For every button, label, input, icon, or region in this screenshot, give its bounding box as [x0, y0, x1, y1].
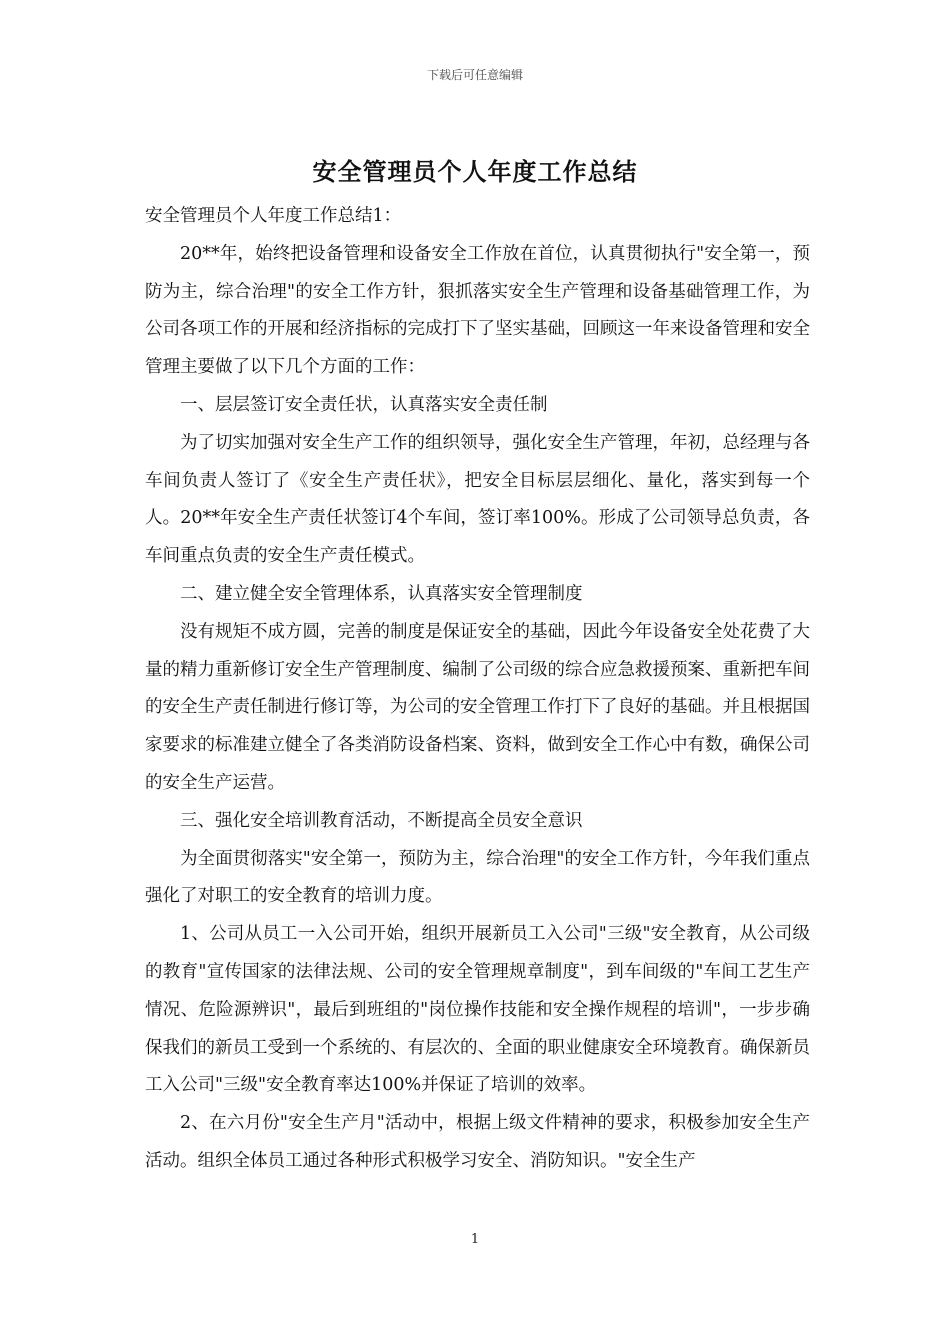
- paragraph: 安全管理员个人年度工作总结1：: [145, 206, 402, 226]
- document-title: 安全管理员个人年度工作总结: [312, 157, 638, 186]
- paragraph: 为全面贯彻落实"安全第一，预防为主，综合治理"的安全工作方针，今年我们重点强化了对职工的安全教育的培训力度。: [145, 848, 810, 907]
- paragraph: 20**年，始终把设备管理和设备安全工作放在首位，认真贯彻执行"安全第一，预防为主，综合治理"的安全工作方针，狠抓落实安全生产管理和设备基础管理工作，为公司各项工作的开展和经济指标的完成打下了坚实基础，回顾这一年来设备管理和安全管理主要做了以下几个方面的工作：: [145, 243, 810, 378]
- paragraph: 没有规矩不成方圆，完善的制度是保证安全的基础，因此今年设备安全处花费了大量的精力重新修订安全生产管理制度、编制了公司级的综合应急救援预案、重新把车间的安全生产责任制进行修订等，为公司的安全管理工作打下了良好的基础。并且根据国家要求的标准建立健全了各类消防设备档案、资料，做到安全工作心中有数，确保公司的安全生产运营。: [145, 621, 810, 793]
- document-body: [145, 198, 810, 1181]
- paragraph: 1、公司从员工一入公司开始，组织开展新员工入公司"三级"安全教育，从公司级的教育"宣传国家的法律法规、公司的安全管理规章制度"，到车间级的"车间工艺生产情况、危险源辨识"，最后到班组的"岗位操作技能和安全操作规程的培训"，一步步确保我们的新员工受到一个系统的、有层次的、全面的职业健康安全环境教育。确保新员工入公司"三级"安全教育率达100%并保证了培训的效率。: [145, 924, 810, 1096]
- page-number: 1: [470, 1232, 480, 1247]
- section-heading: 三、强化安全培训教育活动，不断提高全员安全意识: [180, 810, 583, 831]
- section-heading: 二、建立健全安全管理体系，认真落实安全管理制度: [180, 583, 583, 604]
- paragraph: 2、在六月份"安全生产月"活动中，根据上级文件精神的要求，积极参加安全生产活动。组织全体员工通过各种形式积极学习安全、消防知识。"安全生产: [145, 1113, 810, 1171]
- header-note: 下载后可任意编辑: [426, 68, 523, 82]
- section-heading: 一、层层签订安全责任状，认真落实安全责任制: [180, 394, 548, 415]
- paragraph: 为了切实加强对安全生产工作的组织领导，强化安全生产管理，年初，总经理与各车间负责人签订了《安全生产责任状》，把安全目标层层细化、量化，落实到每一个人。20**年安全生产责任状签订4个车间，签订率100%。形成了公司领导总负责，各车间重点负责的安全生产责任模式。: [145, 432, 810, 567]
